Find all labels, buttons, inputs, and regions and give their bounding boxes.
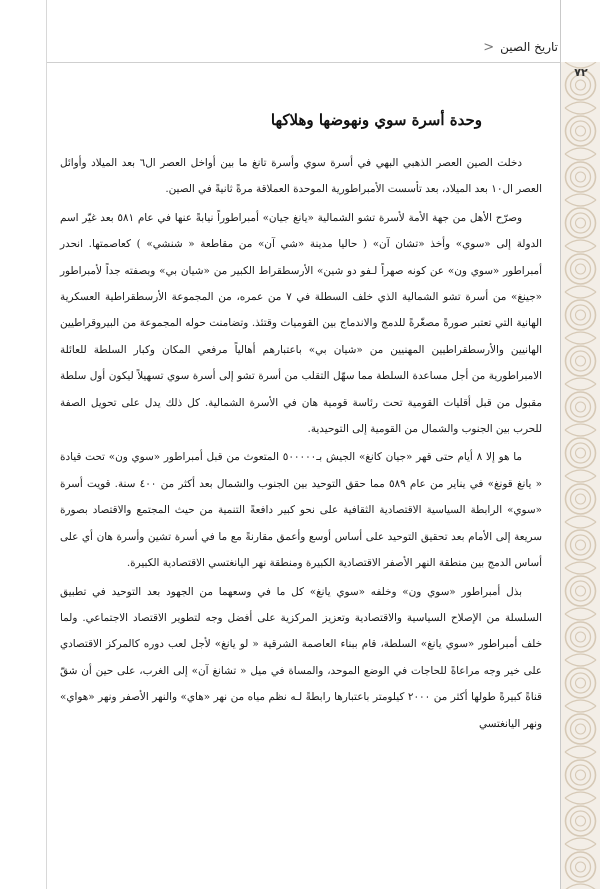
header-title: تاريخ الصين xyxy=(500,40,558,54)
ornament-pattern xyxy=(561,62,600,889)
header-chevron-icon: < xyxy=(483,39,495,55)
paragraph: دخلت الصين العصر الذهبي البهي في أسرة سوي وأسرة تانغ ما بين أواخل العصر ال٦ بعد الميلاد وأوائل العصر ال١٠ بعد الميلاد، بعد تأسست الأمبراطورية الموحدة العملاقة مرةً ثانيةً في الصين. xyxy=(60,157,542,196)
page-number: ٧٢ xyxy=(574,66,588,79)
decorative-border xyxy=(561,62,600,889)
chapter-title: وحدة أسرة سوي ونهوضها وهلاكها xyxy=(270,111,482,129)
paragraph: ما هو إلا ٨ أيام حتى قهر «جيان كانغ» الجيش بـ٥٠٠٠٠٠ المتعوث من قبل أمبراطور «سوي ون» تحت قيادة « يانغ قونغ» في يناير من عام ٥٨٩ مما حقق التوحيد بين الجنوب والشمال بعد أكثر من ٤٠٠ سنة. قويت أسرة «سوي» الرابطة السياسية الاقتصادية الثقافية على نحو كبير دافعةً التنمية من حيث المجتمع والاقتصاد بصورة سريعة إلى الأمام بعد تحقيق التوحيد على أساس أوسع وأعمق مقارنةً مع ما في أسرة تشين وأسرة هان أي على أساس الدمج بين منطقة النهر الأصفر الاقتصادية الكبيرة ومنطقة نهر اليانغتسي الاقتصادية الكبيرة. xyxy=(60,451,543,570)
paragraph: بذل أمبراطور «سوي ون» وخلفه «سوي يانغ» كل ما في وسعهما من الجهود بعد التوحيد في تطبيق السلسلة من الإصلاح السياسية والاقتصادية وتعزيز المركزية على أفضل وجه لتطوير الاقتصاد الاجتماعي. ولما خلف أمبراطور «سوي يانغ» السلطة، قام ببناء العاصمة الشرقية « لو يانغ» لأجل لعب دوره كالمركز الاقتصادي على خير وجه مراعاةً للحاجات في الوضع الموحد، والمساة في ميل « تشانغ آن» إلى الغرب، على حين أن شقّ قناةً كبيرةً طولها أكثر من ٢٠٠٠ كيلومتر باعتبارها رابطةً لـه نظم مياه من نهر «هاي» والنهر الأصفر ونهر «هواي» ونهر اليانغتسي xyxy=(60,585,543,730)
running-header xyxy=(472,34,558,60)
header-divider xyxy=(47,62,560,63)
left-margin-rule xyxy=(46,0,47,889)
paragraph: وصرّح الأهل من جهة الأمة لأسرة تشو الشمالية «يانغ جيان» أمبراطوراً نيابةً عنها في عام ٥٨١ بعد غيّر اسم الدولة إلى «سوي» وأخذ «تشان آن» ( حاليا مدينة «شي آن» من مقاطعة « شنشي» ) كعاصمتها. انحدر أمبراطور «سوي ون» عن كونه صهراً لـفو دو شين» الأرسطقراط الكبير من «شيان بي» وبصفته جداً لأمبراطور «جينغ» من أسرة تشو الشمالية الذي خلف السطلة في ٧ من عمره، من المجموعة الأرسطقراطية العسكرية الهانية التي تعتبر صورةً مصغّرةً للدمج والاندماج بين القوميات وقتئذ. وتضامنت حوله المجموعة من البيروقراطيين الهانيين والأرسطقراطيين المهنيين من «شيان بي» باعتبارهم أهالياً مرفعي المكان وكبار السلطة للعائلة الامبراطورية من أجل مساعدة السلطة مما سهّل التقلب من أسرة تشو إلى أسرة سوي تسهيلاً ليكون أول سلطة مقبول من قبل أقليات القومية تحت رئاسة قومية هان في الأسرة الشمالية. كل ذلك يدل على تحويل الصفة للحرب بين الجنوب والشمال من القومية إلى التوحيدية. xyxy=(60,211,542,436)
chapter-body xyxy=(60,110,542,737)
